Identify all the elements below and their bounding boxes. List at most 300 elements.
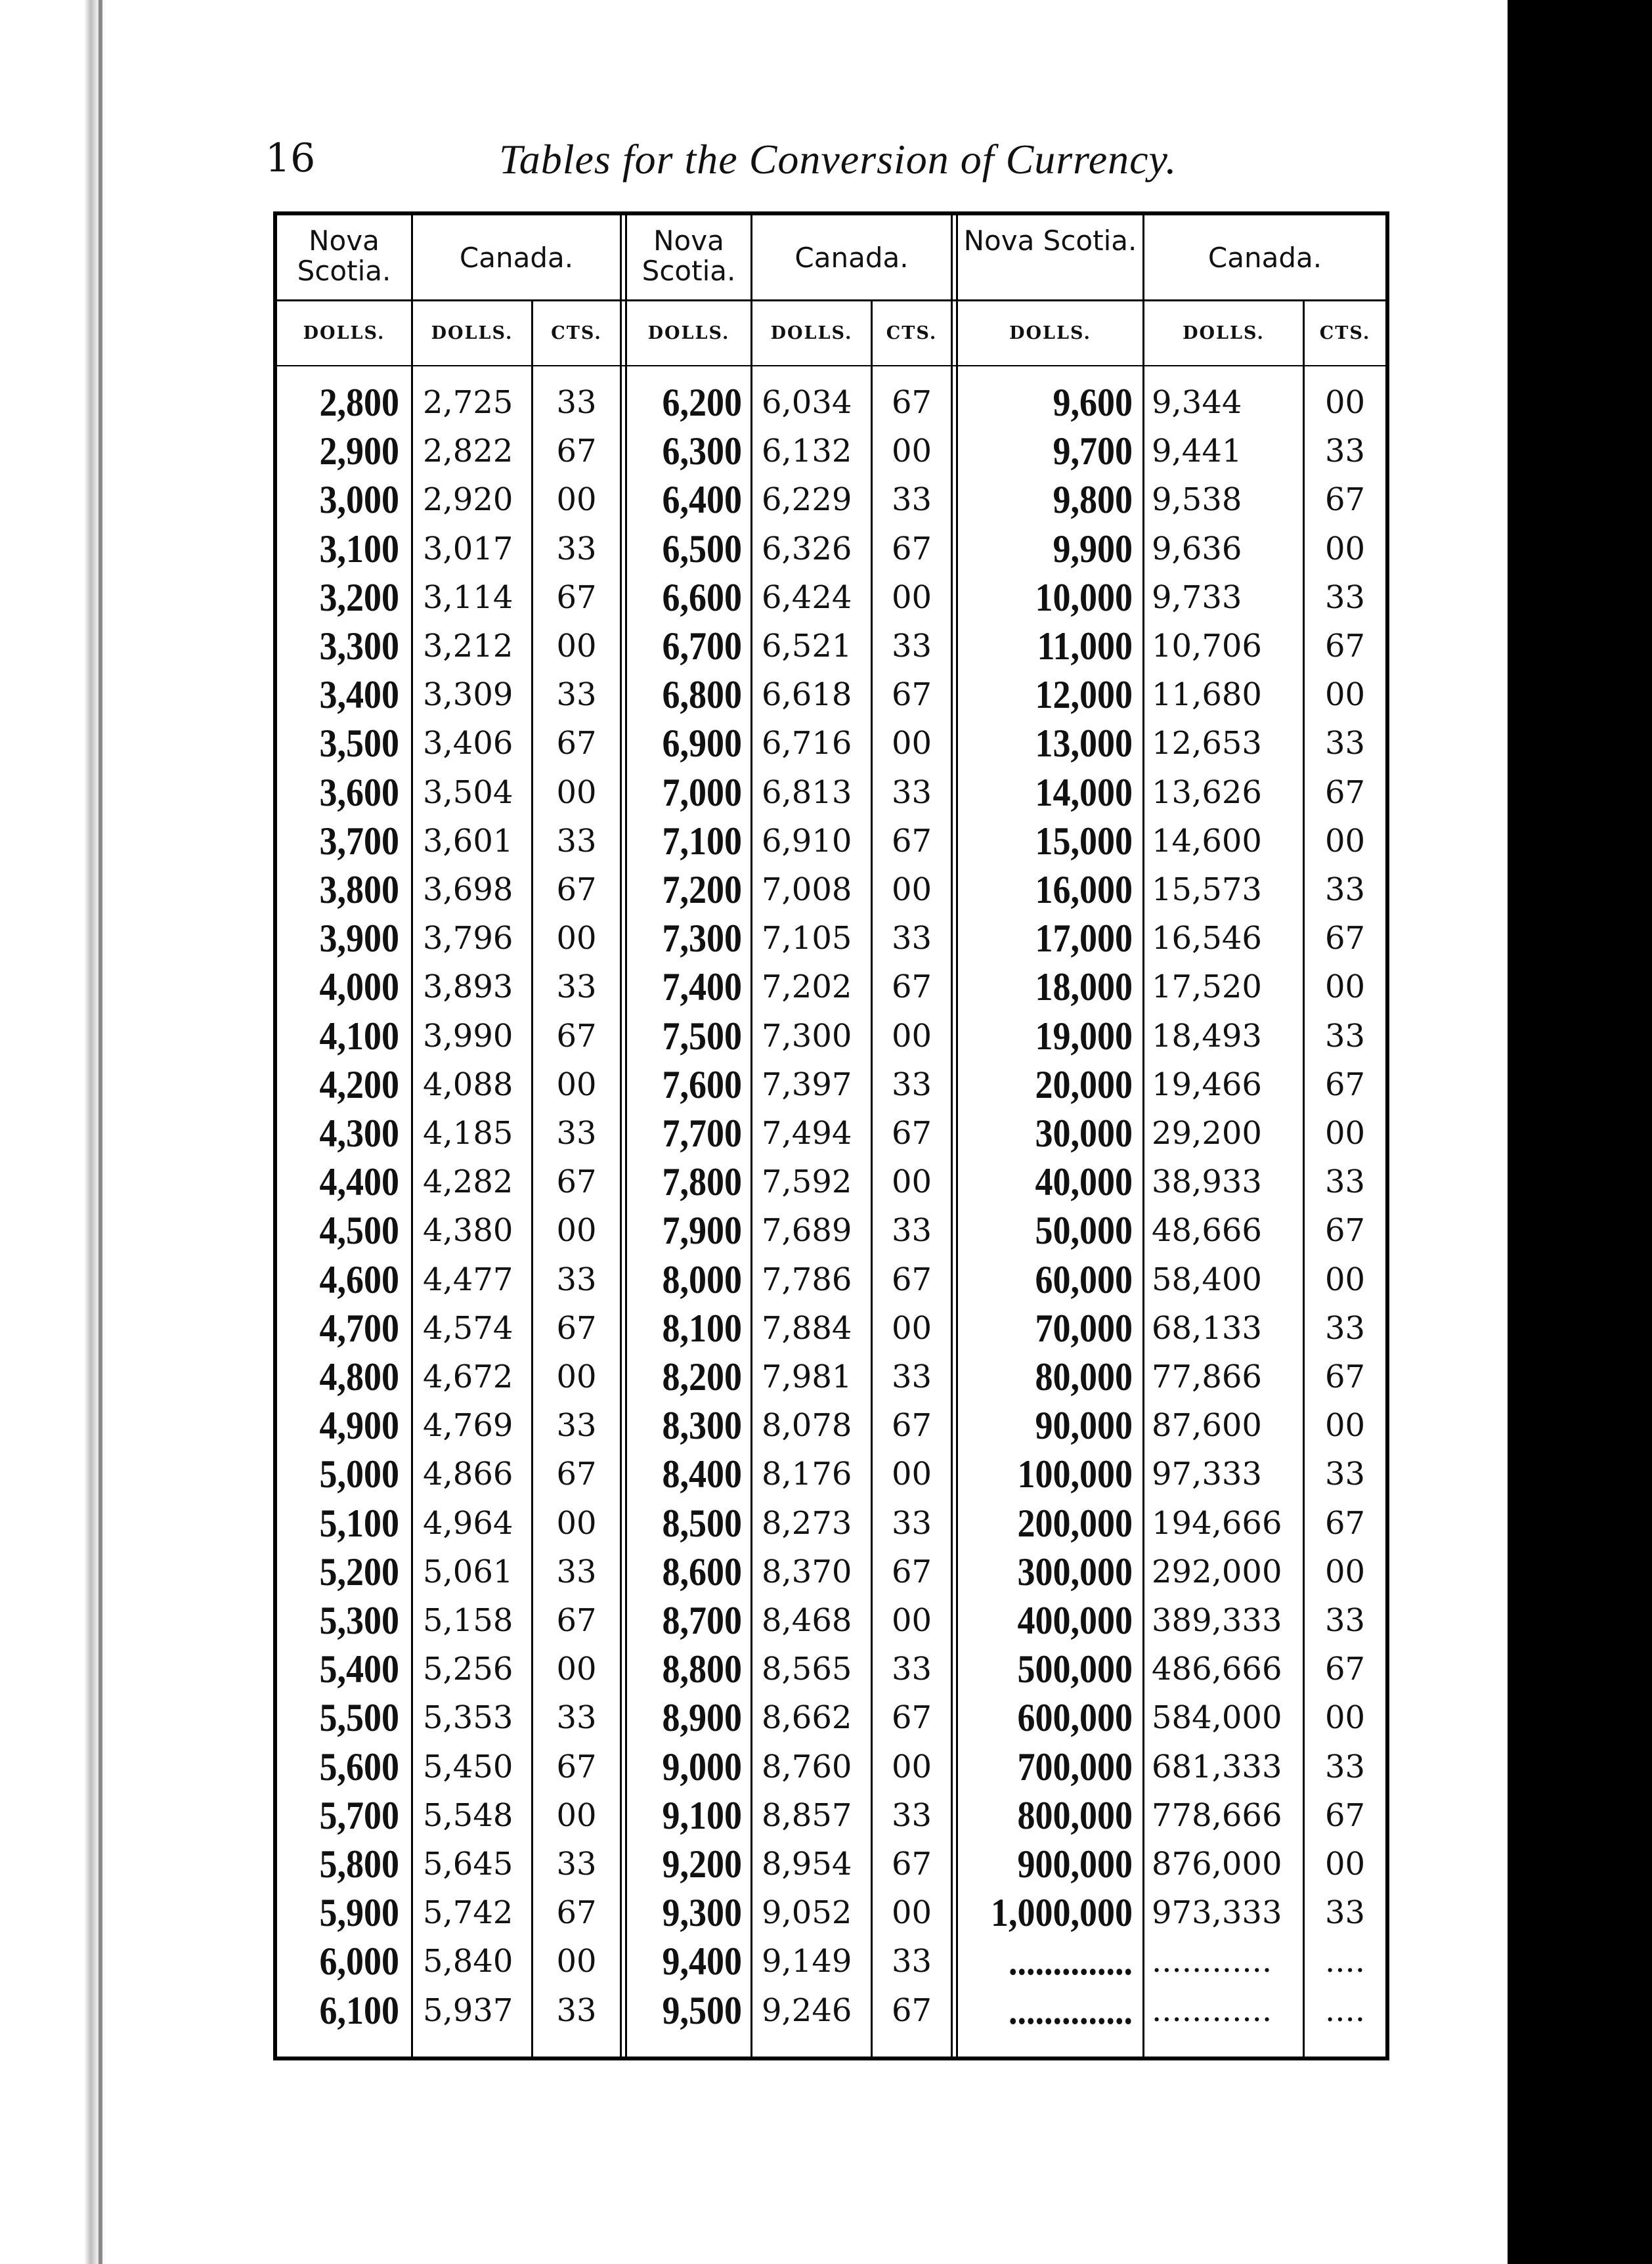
nova-scotia-dollars-cell: 9,200: [662, 1842, 742, 1886]
canada-cents-cell: 67: [1324, 1212, 1366, 1250]
nova-scotia-dollars-cell: 8,900: [662, 1696, 742, 1740]
canada-cents-cell: 33: [891, 920, 932, 957]
canada-dollars-cell: 7,786: [762, 1261, 852, 1298]
nova-scotia-dollars-cell: 8,700: [662, 1599, 742, 1642]
canada-dollars-cell: 3,309: [423, 676, 513, 714]
table-row: [277, 1450, 1393, 1498]
table-row: [277, 1401, 1393, 1450]
canada-dollars-cell: 9,246: [762, 1992, 852, 2029]
table-row: [277, 1791, 1393, 1840]
nova-scotia-dollars-cell: 7,000: [662, 770, 742, 814]
canada-cents-cell: 33: [556, 1115, 597, 1152]
canada-dollars-cell: 6,716: [762, 725, 852, 762]
nova-scotia-dollars-cell: 5,000: [319, 1452, 399, 1496]
subheader-dolls: DOLLS.: [1009, 323, 1091, 343]
canada-dollars-cell: 5,742: [423, 1894, 513, 1932]
canada-dollars-cell: 6,326: [762, 530, 852, 567]
canada-dollars-cell: 973,333: [1152, 1894, 1282, 1932]
nova-scotia-dollars-cell: 60,000: [1035, 1257, 1133, 1301]
nova-scotia-dollars-cell: 9,800: [1053, 478, 1133, 522]
canada-cents-cell: 33: [1324, 1894, 1366, 1932]
nova-scotia-dollars-cell: 300,000: [1017, 1550, 1133, 1594]
nova-scotia-dollars-cell: 100,000: [1017, 1452, 1133, 1496]
nova-scotia-dollars-cell: 19,000: [1035, 1014, 1133, 1058]
nova-scotia-dollars-cell: 16,000: [1035, 868, 1133, 911]
canada-dollars-cell: 7,300: [762, 1017, 852, 1055]
canada-dollars-cell: 8,468: [762, 1602, 852, 1639]
canada-cents-cell: 00: [891, 1456, 932, 1493]
gutter-line: [98, 0, 102, 2264]
canada-cents-cell: 00: [556, 1066, 597, 1103]
canada-cents-cell: 67: [891, 822, 932, 860]
canada-cents-cell: 00: [556, 920, 597, 957]
canada-dollars-cell: 4,866: [423, 1456, 513, 1493]
subheader-dolls: DOLLS.: [770, 323, 853, 343]
canada-dollars-cell: ............: [1152, 1943, 1272, 1980]
canada-cents-cell: 33: [556, 530, 597, 567]
canada-dollars-cell: 9,344: [1152, 384, 1242, 421]
conversion-table: [273, 211, 1389, 2060]
nova-scotia-dollars-cell: 4,300: [319, 1112, 399, 1155]
table-row: [277, 865, 1393, 914]
nova-scotia-dollars-cell: 4,600: [319, 1257, 399, 1301]
nova-scotia-dollars-cell: 6,700: [662, 624, 742, 668]
nova-scotia-dollars-cell: 4,800: [319, 1355, 399, 1399]
canada-cents-cell: 67: [1324, 1504, 1366, 1542]
nova-scotia-dollars-cell: 5,900: [319, 1891, 399, 1935]
canada-dollars-cell: 5,937: [423, 1992, 513, 2029]
canada-dollars-cell: 3,796: [423, 920, 513, 957]
nova-scotia-dollars-cell: 5,300: [319, 1599, 399, 1642]
canada-dollars-cell: 876,000: [1152, 1846, 1282, 1883]
canada-cents-cell: 33: [1324, 725, 1366, 762]
canada-dollars-cell: 3,017: [423, 530, 513, 567]
canada-cents-cell: 67: [891, 1407, 932, 1445]
nova-scotia-dollars-cell: 8,000: [662, 1257, 742, 1301]
canada-cents-cell: 67: [556, 871, 597, 908]
canada-cents-cell: 00: [556, 1212, 597, 1250]
canada-dollars-cell: 11,680: [1152, 676, 1262, 714]
nova-scotia-dollars-cell: 8,200: [662, 1355, 742, 1399]
canada-cents-cell: 67: [1324, 1359, 1366, 1395]
canada-cents-cell: 33: [891, 1943, 932, 1980]
nova-scotia-dollars-cell: 14,000: [1035, 770, 1133, 814]
canada-cents-cell: 00: [1324, 1407, 1366, 1445]
nova-scotia-dollars-cell: 9,500: [662, 1988, 742, 2032]
canada-cents-cell: 33: [1324, 1456, 1366, 1493]
canada-dollars-cell: 292,000: [1152, 1553, 1282, 1590]
canada-dollars-cell: 5,256: [423, 1651, 513, 1688]
table-row: [277, 475, 1393, 524]
nova-scotia-dollars-cell: 6,900: [662, 722, 742, 766]
canada-dollars-cell: 4,088: [423, 1066, 513, 1103]
canada-cents-cell: 67: [1324, 1796, 1366, 1834]
canada-cents-cell: 00: [556, 1359, 597, 1395]
nova-scotia-dollars-cell: 3,700: [319, 819, 399, 863]
canada-cents-cell: 00: [1324, 1699, 1366, 1737]
canada-dollars-cell: 19,466: [1152, 1066, 1262, 1103]
canada-dollars-cell: 8,078: [762, 1407, 852, 1445]
canada-dollars-cell: 18,493: [1152, 1017, 1262, 1055]
canada-cents-cell: 33: [556, 1407, 597, 1445]
canada-dollars-cell: 15,573: [1152, 871, 1262, 908]
canada-dollars-cell: 6,034: [762, 384, 852, 421]
canada-dollars-cell: 8,662: [762, 1699, 852, 1737]
subheader-dolls: DOLLS.: [303, 323, 385, 343]
table-row: [277, 427, 1393, 475]
canada-cents-cell: 33: [556, 1553, 597, 1590]
nova-scotia-dollars-cell: 9,700: [1053, 429, 1133, 473]
canada-dollars-cell: 68,133: [1152, 1309, 1262, 1347]
table-row: [277, 1060, 1393, 1109]
canada-cents-cell: 00: [1324, 1115, 1366, 1152]
nova-scotia-dollars-cell: 9,100: [662, 1793, 742, 1837]
canada-dollars-cell: 9,052: [762, 1894, 852, 1932]
canada-dollars-cell: 13,626: [1152, 773, 1262, 811]
subheader-cts: CTS.: [1319, 323, 1371, 343]
nova-scotia-dollars-cell: 17,000: [1035, 917, 1133, 961]
canada-dollars-cell: 194,666: [1152, 1504, 1282, 1542]
canada-cents-cell: 33: [891, 1359, 932, 1395]
nova-scotia-dollars-cell: 3,400: [319, 673, 399, 717]
canada-dollars-cell: 486,666: [1152, 1651, 1282, 1688]
table-row: [277, 1596, 1393, 1645]
nova-scotia-dollars-cell: ..............: [1009, 1940, 1133, 1984]
nova-scotia-dollars-cell: 30,000: [1035, 1112, 1133, 1155]
nova-scotia-dollars-cell: 700,000: [1017, 1745, 1133, 1789]
canada-dollars-cell: 7,884: [762, 1309, 852, 1347]
canada-dollars-cell: 9,636: [1152, 530, 1242, 567]
canada-cents-cell: 67: [556, 1748, 597, 1785]
canada-cents-cell: 00: [556, 1943, 597, 1980]
canada-dollars-cell: 5,548: [423, 1796, 513, 1834]
canada-dollars-cell: 3,601: [423, 822, 513, 860]
canada-cents-cell: 67: [891, 384, 932, 421]
nova-scotia-dollars-cell: 12,000: [1035, 673, 1133, 717]
canada-dollars-cell: 2,920: [423, 481, 513, 519]
canada-dollars-cell: 4,282: [423, 1164, 513, 1201]
nova-scotia-dollars-cell: 2,900: [319, 429, 399, 473]
canada-dollars-cell: 3,504: [423, 773, 513, 811]
canada-dollars-cell: 7,202: [762, 969, 852, 1006]
nova-scotia-dollars-cell: 50,000: [1035, 1209, 1133, 1253]
nova-scotia-dollars-cell: 5,600: [319, 1745, 399, 1789]
nova-scotia-dollars-cell: 70,000: [1035, 1306, 1133, 1350]
nova-scotia-dollars-cell: 4,100: [319, 1014, 399, 1058]
canada-cents-cell: 67: [1324, 1066, 1366, 1103]
canada-cents-cell: 00: [891, 1309, 932, 1347]
canada-dollars-cell: 6,229: [762, 481, 852, 519]
canada-dollars-cell: 681,333: [1152, 1748, 1282, 1785]
canada-cents-cell: 00: [556, 1651, 597, 1688]
canada-cents-cell: 67: [556, 1602, 597, 1639]
canada-cents-cell: 00: [556, 1796, 597, 1834]
subheader-cts: CTS.: [551, 323, 602, 343]
header-nova-scotia-2: Nova Scotia.: [641, 225, 736, 288]
canada-cents-cell: 67: [1324, 628, 1366, 664]
canada-dollars-cell: ............: [1152, 1992, 1272, 2029]
canada-cents-cell: 33: [1324, 578, 1366, 616]
nova-scotia-dollars-cell: 15,000: [1035, 819, 1133, 863]
nova-scotia-dollars-cell: 5,400: [319, 1647, 399, 1691]
canada-cents-cell: 67: [891, 1261, 932, 1298]
subheader-cts: CTS.: [886, 323, 938, 343]
nova-scotia-dollars-cell: 6,000: [319, 1940, 399, 1984]
canada-cents-cell: 33: [556, 1699, 597, 1737]
nova-scotia-dollars-cell: 600,000: [1017, 1696, 1133, 1740]
page-number: 16: [265, 135, 316, 181]
canada-cents-cell: 33: [556, 676, 597, 714]
canada-cents-cell: 67: [891, 1992, 932, 2029]
nova-scotia-dollars-cell: 6,500: [662, 527, 742, 571]
table-row: [277, 1012, 1393, 1060]
table-row: [277, 622, 1393, 670]
canada-cents-cell: 33: [1324, 433, 1366, 470]
canada-cents-cell: 00: [556, 773, 597, 811]
canada-cents-cell: 33: [1324, 1748, 1366, 1785]
canada-dollars-cell: 10,706: [1152, 628, 1262, 664]
canada-cents-cell: 33: [891, 481, 932, 519]
canada-dollars-cell: 6,521: [762, 628, 852, 664]
canada-dollars-cell: 7,105: [762, 920, 852, 957]
table-row: [277, 1304, 1393, 1353]
canada-dollars-cell: 4,185: [423, 1115, 513, 1152]
nova-scotia-dollars-cell: 4,500: [319, 1209, 399, 1253]
nova-scotia-dollars-cell: 400,000: [1017, 1599, 1133, 1642]
canada-cents-cell: 00: [1324, 676, 1366, 714]
header-rule: [277, 299, 1385, 301]
nova-scotia-dollars-cell: 7,500: [662, 1014, 742, 1058]
canada-cents-cell: 33: [556, 1846, 597, 1883]
nova-scotia-dollars-cell: 3,800: [319, 868, 399, 911]
canada-cents-cell: 00: [1324, 530, 1366, 567]
nova-scotia-dollars-cell: 4,400: [319, 1160, 399, 1204]
nova-scotia-dollars-cell: 6,100: [319, 1988, 399, 2032]
canada-cents-cell: 00: [1324, 822, 1366, 860]
table-row: [277, 1206, 1393, 1255]
canada-cents-cell: 00: [891, 1017, 932, 1055]
nova-scotia-dollars-cell: 5,700: [319, 1793, 399, 1837]
nova-scotia-dollars-cell: 9,400: [662, 1940, 742, 1984]
canada-cents-cell: 33: [1324, 1602, 1366, 1639]
table-row: [277, 1937, 1393, 1986]
canada-cents-cell: 67: [891, 1115, 932, 1152]
canada-dollars-cell: 16,546: [1152, 920, 1262, 957]
nova-scotia-dollars-cell: 200,000: [1017, 1501, 1133, 1545]
table-row: [277, 1353, 1393, 1401]
canada-dollars-cell: 9,149: [762, 1943, 852, 1980]
nova-scotia-dollars-cell: 5,100: [319, 1501, 399, 1545]
nova-scotia-dollars-cell: 9,600: [1053, 381, 1133, 424]
canada-cents-cell: 00: [891, 433, 932, 470]
nova-scotia-dollars-cell: 900,000: [1017, 1842, 1133, 1886]
canada-cents-cell: 00: [891, 1602, 932, 1639]
canada-cents-cell: 00: [891, 725, 932, 762]
canada-dollars-cell: 12,653: [1152, 725, 1262, 762]
canada-cents-cell: 33: [891, 1066, 932, 1103]
nova-scotia-dollars-cell: 5,200: [319, 1550, 399, 1594]
nova-scotia-dollars-cell: 3,100: [319, 527, 399, 571]
canada-cents-cell: 00: [1324, 384, 1366, 421]
table-row: [277, 1645, 1393, 1693]
nova-scotia-dollars-cell: 8,300: [662, 1404, 742, 1448]
canada-dollars-cell: 8,565: [762, 1651, 852, 1688]
nova-scotia-dollars-cell: 9,900: [1053, 527, 1133, 571]
table-row: [277, 1840, 1393, 1888]
canada-dollars-cell: 778,666: [1152, 1796, 1282, 1834]
canada-dollars-cell: 5,353: [423, 1699, 513, 1737]
canada-cents-cell: 67: [556, 1456, 597, 1493]
canada-cents-cell: 00: [891, 1894, 932, 1932]
canada-cents-cell: 33: [1324, 1017, 1366, 1055]
canada-dollars-cell: 4,672: [423, 1359, 513, 1395]
header-nova-scotia-3: Nova Scotia.: [963, 225, 1137, 257]
table-row: [277, 1158, 1393, 1206]
canada-dollars-cell: 48,666: [1152, 1212, 1262, 1250]
canada-dollars-cell: 7,689: [762, 1212, 852, 1250]
canada-dollars-cell: 3,114: [423, 578, 513, 616]
nova-scotia-dollars-cell: 90,000: [1035, 1404, 1133, 1448]
canada-dollars-cell: 6,910: [762, 822, 852, 860]
table-row: [277, 1499, 1393, 1548]
canada-cents-cell: 00: [1324, 969, 1366, 1006]
canada-dollars-cell: 29,200: [1152, 1115, 1262, 1152]
canada-cents-cell: 33: [556, 1261, 597, 1298]
canada-dollars-cell: 5,061: [423, 1553, 513, 1590]
nova-scotia-dollars-cell: 7,600: [662, 1062, 742, 1106]
table-row: [277, 817, 1393, 865]
nova-scotia-dollars-cell: 6,200: [662, 381, 742, 424]
canada-dollars-cell: 58,400: [1152, 1261, 1262, 1298]
canada-dollars-cell: 7,008: [762, 871, 852, 908]
canada-cents-cell: 67: [1324, 1651, 1366, 1688]
canada-cents-cell: 67: [556, 1309, 597, 1347]
canada-dollars-cell: 5,450: [423, 1748, 513, 1785]
nova-scotia-dollars-cell: 80,000: [1035, 1355, 1133, 1399]
canada-cents-cell: 33: [556, 969, 597, 1006]
canada-cents-cell: 67: [556, 1164, 597, 1201]
subheader-dolls: DOLLS.: [431, 323, 513, 343]
nova-scotia-dollars-cell: 6,600: [662, 575, 742, 619]
canada-cents-cell: 00: [1324, 1261, 1366, 1298]
nova-scotia-dollars-cell: 3,500: [319, 722, 399, 766]
canada-cents-cell: 67: [556, 578, 597, 616]
canada-dollars-cell: 6,424: [762, 578, 852, 616]
header-canada-3: Canada.: [1207, 242, 1322, 274]
canada-cents-cell: 33: [556, 1992, 597, 2029]
canada-cents-cell: 33: [1324, 1309, 1366, 1347]
canada-dollars-cell: 8,370: [762, 1553, 852, 1590]
facing-page-edge: [1508, 0, 1652, 2264]
table-row: [277, 378, 1393, 427]
nova-scotia-dollars-cell: 500,000: [1017, 1647, 1133, 1691]
canada-cents-cell: 00: [556, 481, 597, 519]
canada-cents-cell: 00: [1324, 1846, 1366, 1883]
subheader-dolls: DOLLS.: [1183, 323, 1265, 343]
header-canada-2: Canada.: [794, 242, 909, 274]
nova-scotia-dollars-cell: 9,000: [662, 1745, 742, 1789]
nova-scotia-dollars-cell: 8,400: [662, 1452, 742, 1496]
canada-cents-cell: 33: [891, 1504, 932, 1542]
running-head: Tables for the Conversion of Currency.: [499, 136, 1177, 183]
table-row: [277, 1743, 1393, 1791]
nova-scotia-dollars-cell: 7,700: [662, 1112, 742, 1155]
canada-cents-cell: 33: [891, 1651, 932, 1688]
canada-cents-cell: 00: [891, 1164, 932, 1201]
canada-cents-cell: 67: [556, 725, 597, 762]
nova-scotia-dollars-cell: 7,400: [662, 965, 742, 1009]
canada-dollars-cell: 3,212: [423, 628, 513, 664]
canada-dollars-cell: 3,406: [423, 725, 513, 762]
header-nova-scotia-1: Nova Scotia.: [297, 225, 391, 288]
table-row: [277, 914, 1393, 963]
nova-scotia-dollars-cell: 7,200: [662, 868, 742, 911]
nova-scotia-dollars-cell: 6,300: [662, 429, 742, 473]
table-row: [277, 1693, 1393, 1742]
table-row: [277, 963, 1393, 1011]
nova-scotia-dollars-cell: 7,100: [662, 819, 742, 863]
canada-dollars-cell: 4,477: [423, 1261, 513, 1298]
subheader-rule: [277, 365, 1385, 366]
canada-dollars-cell: 17,520: [1152, 969, 1262, 1006]
canada-cents-cell: 67: [891, 676, 932, 714]
canada-dollars-cell: 6,813: [762, 773, 852, 811]
nova-scotia-dollars-cell: 18,000: [1035, 965, 1133, 1009]
nova-scotia-dollars-cell: 7,900: [662, 1209, 742, 1253]
canada-cents-cell: ....: [1324, 1992, 1366, 2029]
nova-scotia-dollars-cell: 8,500: [662, 1501, 742, 1545]
canada-cents-cell: 67: [1324, 773, 1366, 811]
canada-dollars-cell: 3,698: [423, 871, 513, 908]
canada-cents-cell: 67: [556, 1017, 597, 1055]
table-row: [277, 573, 1393, 622]
canada-cents-cell: ....: [1324, 1943, 1366, 1980]
nova-scotia-dollars-cell: 3,300: [319, 624, 399, 668]
nova-scotia-dollars-cell: ..............: [1009, 1988, 1133, 2032]
canada-dollars-cell: 7,494: [762, 1115, 852, 1152]
nova-scotia-dollars-cell: 6,400: [662, 478, 742, 522]
canada-cents-cell: 00: [556, 628, 597, 664]
nova-scotia-dollars-cell: 3,000: [319, 478, 399, 522]
nova-scotia-dollars-cell: 7,800: [662, 1160, 742, 1204]
table-row: [277, 525, 1393, 573]
canada-cents-cell: 33: [556, 822, 597, 860]
canada-dollars-cell: 5,645: [423, 1846, 513, 1883]
canada-dollars-cell: 5,158: [423, 1602, 513, 1639]
nova-scotia-dollars-cell: 11,000: [1037, 624, 1133, 668]
table-row: [277, 670, 1393, 719]
canada-dollars-cell: 4,964: [423, 1504, 513, 1542]
canada-dollars-cell: 7,592: [762, 1164, 852, 1201]
canada-dollars-cell: 97,333: [1152, 1456, 1262, 1493]
nova-scotia-dollars-cell: 6,800: [662, 673, 742, 717]
canada-cents-cell: 67: [1324, 920, 1366, 957]
table-row: [277, 1986, 1393, 2035]
nova-scotia-dollars-cell: 1,000,000: [991, 1891, 1133, 1935]
nova-scotia-dollars-cell: 4,200: [319, 1062, 399, 1106]
canada-cents-cell: 33: [891, 773, 932, 811]
canada-cents-cell: 67: [891, 1699, 932, 1737]
canada-dollars-cell: 8,857: [762, 1796, 852, 1834]
nova-scotia-dollars-cell: 4,900: [319, 1404, 399, 1448]
table-row: [277, 1888, 1393, 1937]
canada-cents-cell: 67: [891, 1846, 932, 1883]
book-gutter: [84, 0, 106, 2264]
nova-scotia-dollars-cell: 40,000: [1035, 1160, 1133, 1204]
subheader-dolls: DOLLS.: [647, 323, 730, 343]
canada-cents-cell: 67: [556, 1894, 597, 1932]
canada-cents-cell: 00: [891, 871, 932, 908]
